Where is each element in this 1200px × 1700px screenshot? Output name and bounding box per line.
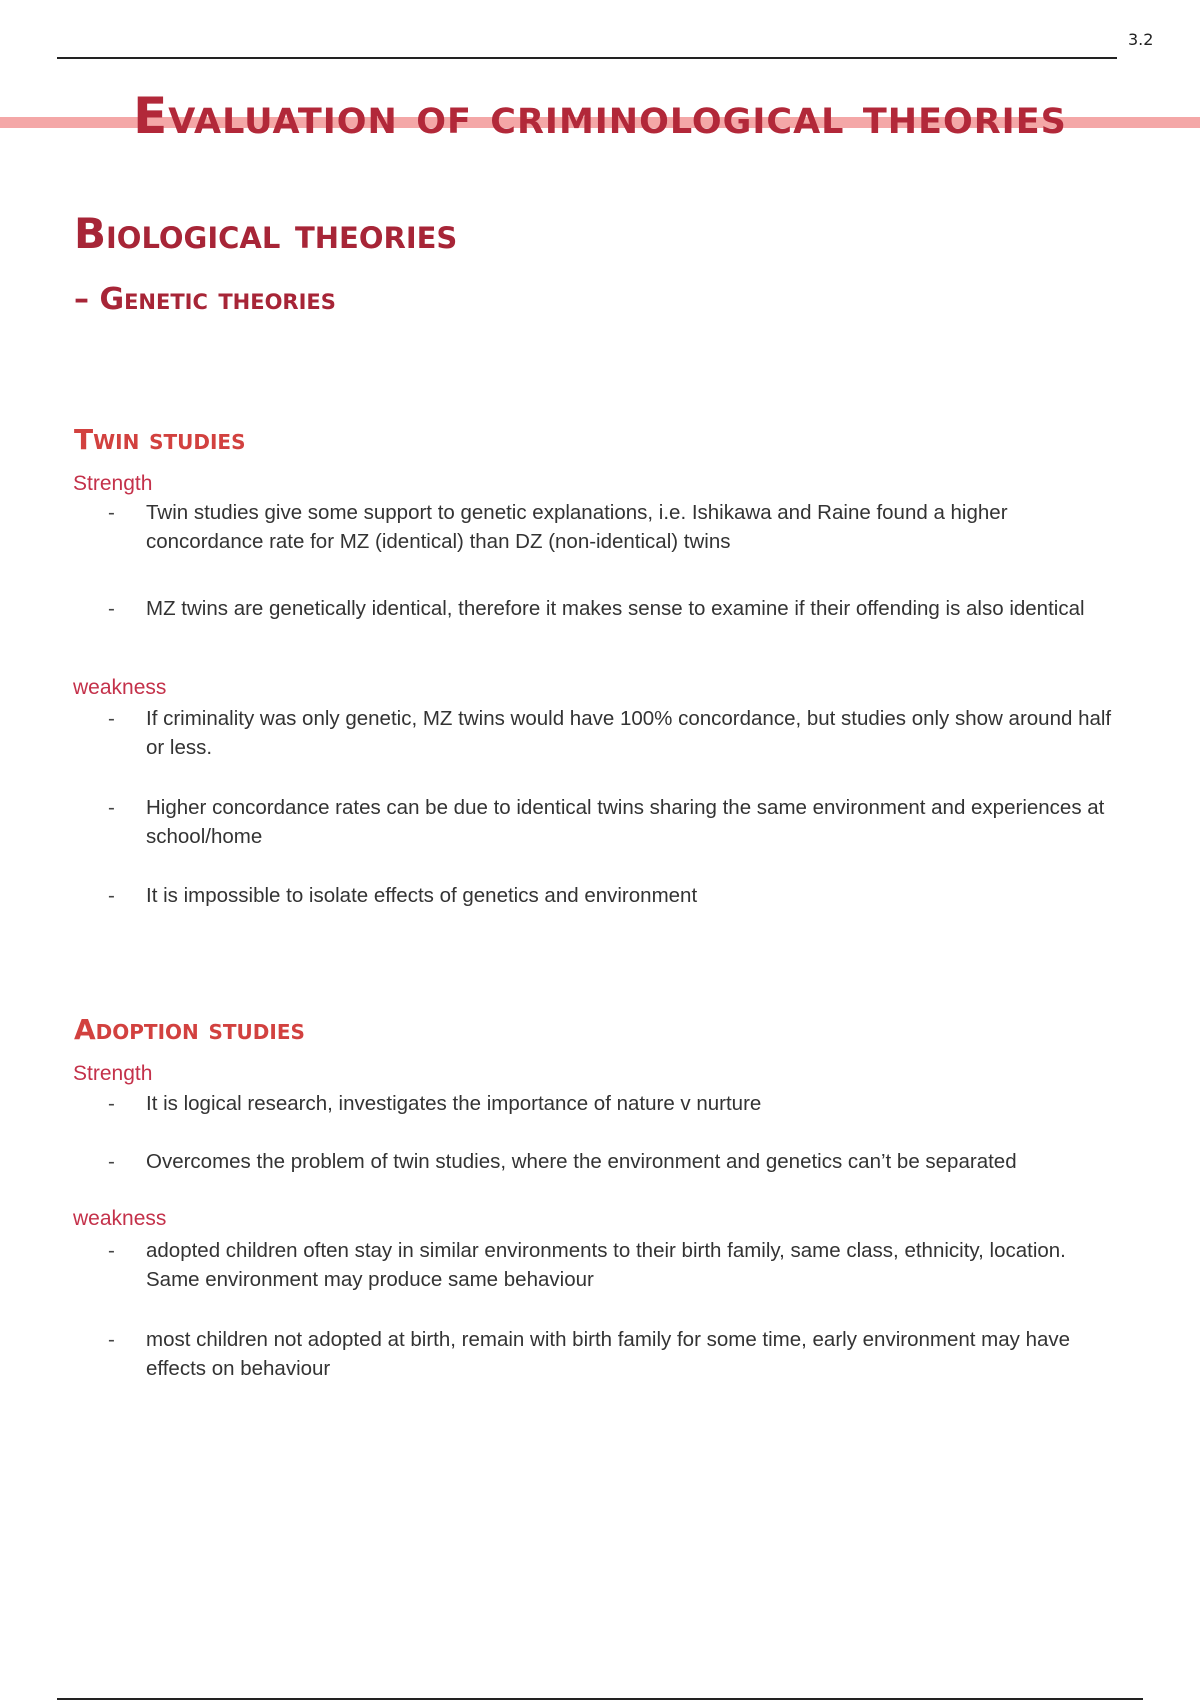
adoption-weakness-label: weakness [73,1207,167,1230]
heading-adoption-studies: Adoption studies [74,1013,305,1046]
bullet-marker: - [108,707,115,730]
bullet-marker: - [108,501,115,524]
twin-strength-label: Strength [73,472,153,495]
list-item-text: MZ twins are genetically identical, therefore it makes sense to examine if their offending is also identical [146,597,1085,620]
list-item-text: It is logical research, investigates the importance of nature v nurture [146,1092,762,1115]
list-item-text: Twin studies give some support to genetic explanations, i.e. Ishikawa and Raine found a higher concordance rate for MZ (identical) than DZ (non-identical) twins [146,501,1008,553]
list-item [108,1089,1118,1118]
list-item [108,1236,1118,1294]
list-item [108,793,1118,851]
list-item-text: If criminality was only genetic, MZ twins would have 100% concordance, but studies only show around half or less. [146,707,1112,759]
bullet-marker: - [108,1328,115,1351]
list-item-text: It is impossible to isolate effects of genetics and environment [146,884,698,907]
heading-twin-studies: Twin studies [74,423,246,456]
header-rule [57,57,1117,59]
twin-weakness-label: weakness [73,676,167,699]
list-item [108,1147,1118,1176]
list-item [108,704,1118,762]
list-item [108,1325,1118,1383]
heading-genetic-theories: – Genetic theories [74,282,336,317]
list-item [108,498,1118,556]
page-title-text: Evaluation of criminological theories [133,87,1067,145]
list-item [108,594,1118,623]
list-item-text: adopted children often stay in similar environments to their birth family, same class, ethnicity, location. Same environment may produce same behaviour [146,1239,1066,1291]
list-item-text: most children not adopted at birth, remain with birth family for some time, early environment may have effects on behaviour [146,1328,1071,1380]
bullet-marker: - [108,1150,115,1173]
list-item-text: Overcomes the problem of twin studies, where the environment and genetics can’t be separated [146,1150,1017,1173]
bullet-marker: - [108,884,115,907]
bullet-marker: - [108,1239,115,1262]
heading-biological-theories: Biological theories [74,209,458,258]
page-number: 3.2 [1128,30,1154,49]
list-item-text: Higher concordance rates can be due to identical twins sharing the same environment and experiences at school/home [146,796,1105,848]
bullet-marker: - [108,1092,115,1115]
list-item [108,881,1118,910]
adoption-strength-label: Strength [73,1062,153,1085]
page-title [0,86,1200,146]
bullet-marker: - [108,796,115,819]
bullet-marker: - [108,597,115,620]
